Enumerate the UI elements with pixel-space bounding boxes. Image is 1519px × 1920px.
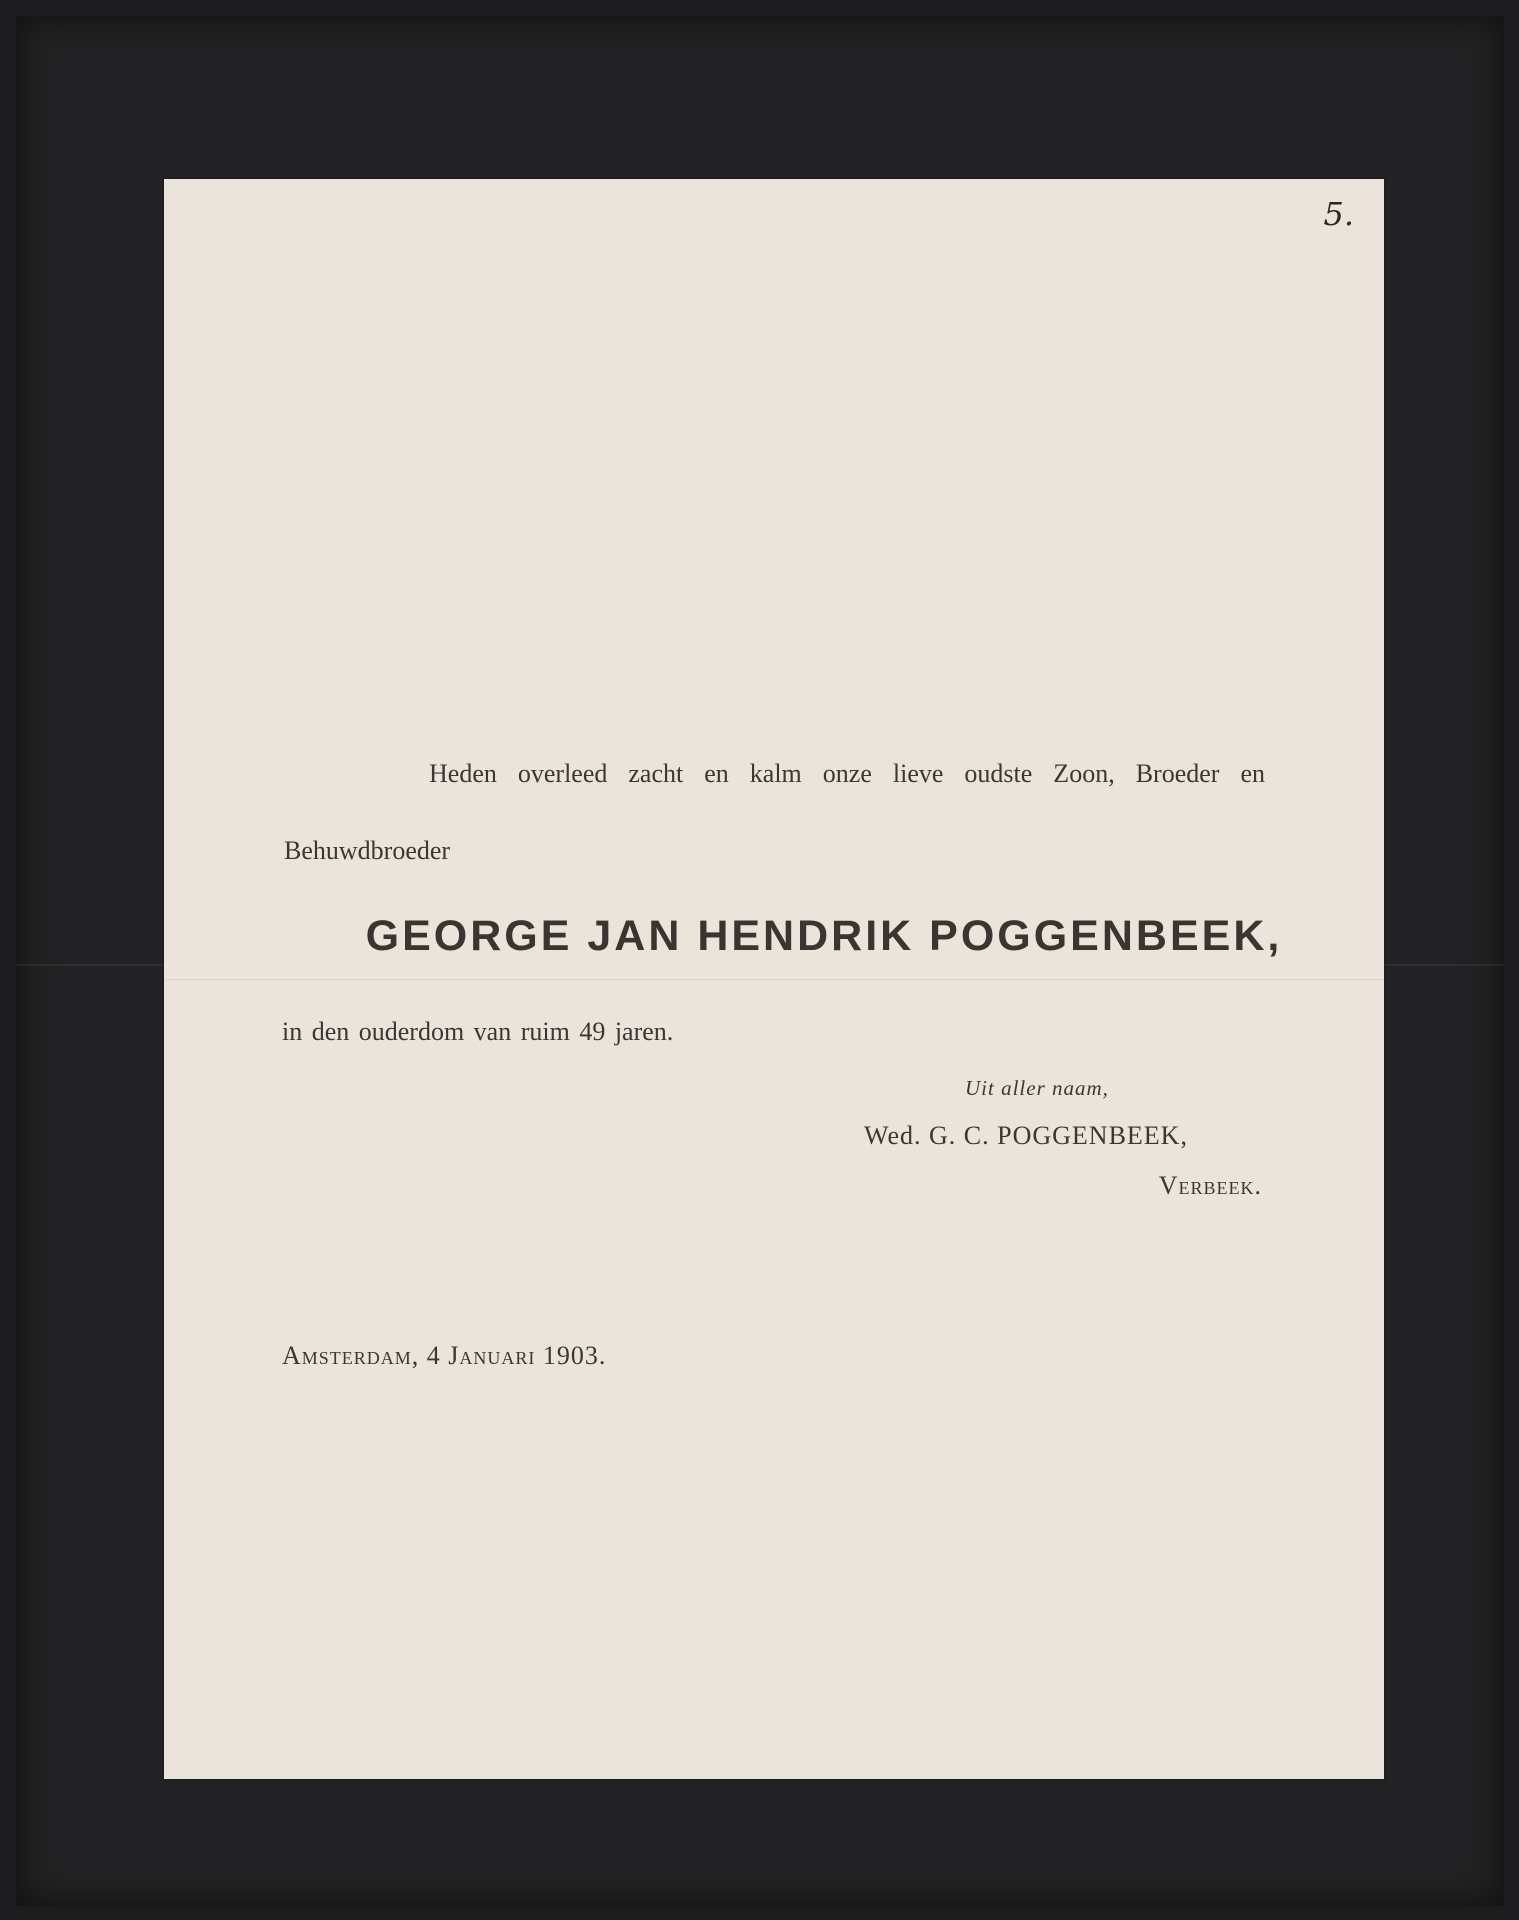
signoff-text: Uit aller naam, — [965, 1076, 1109, 1100]
signer-name: Wed. G. C. POGGENBEEK, — [864, 1121, 1188, 1150]
intro-text-line-1: Heden overleed zacht en kalm onze lieve oudste Zoon, Broeder en — [429, 759, 1265, 788]
place-and-date: Amsterdam, 4 Januari 1903. — [282, 1341, 607, 1370]
handwritten-page-number: 5. — [1323, 195, 1354, 233]
deceased-name: GEORGE JAN HENDRIK POGGENBEEK, — [365, 912, 1283, 960]
signer-name: Verbeek. — [1158, 1171, 1262, 1200]
black-mount-board — [16, 16, 1504, 1906]
mourning-card — [164, 179, 1384, 1779]
intro-text-line-2: Behuwdbroeder — [284, 836, 451, 865]
age-statement: in den ouderdom van ruim 49 jaren. — [282, 1017, 674, 1046]
